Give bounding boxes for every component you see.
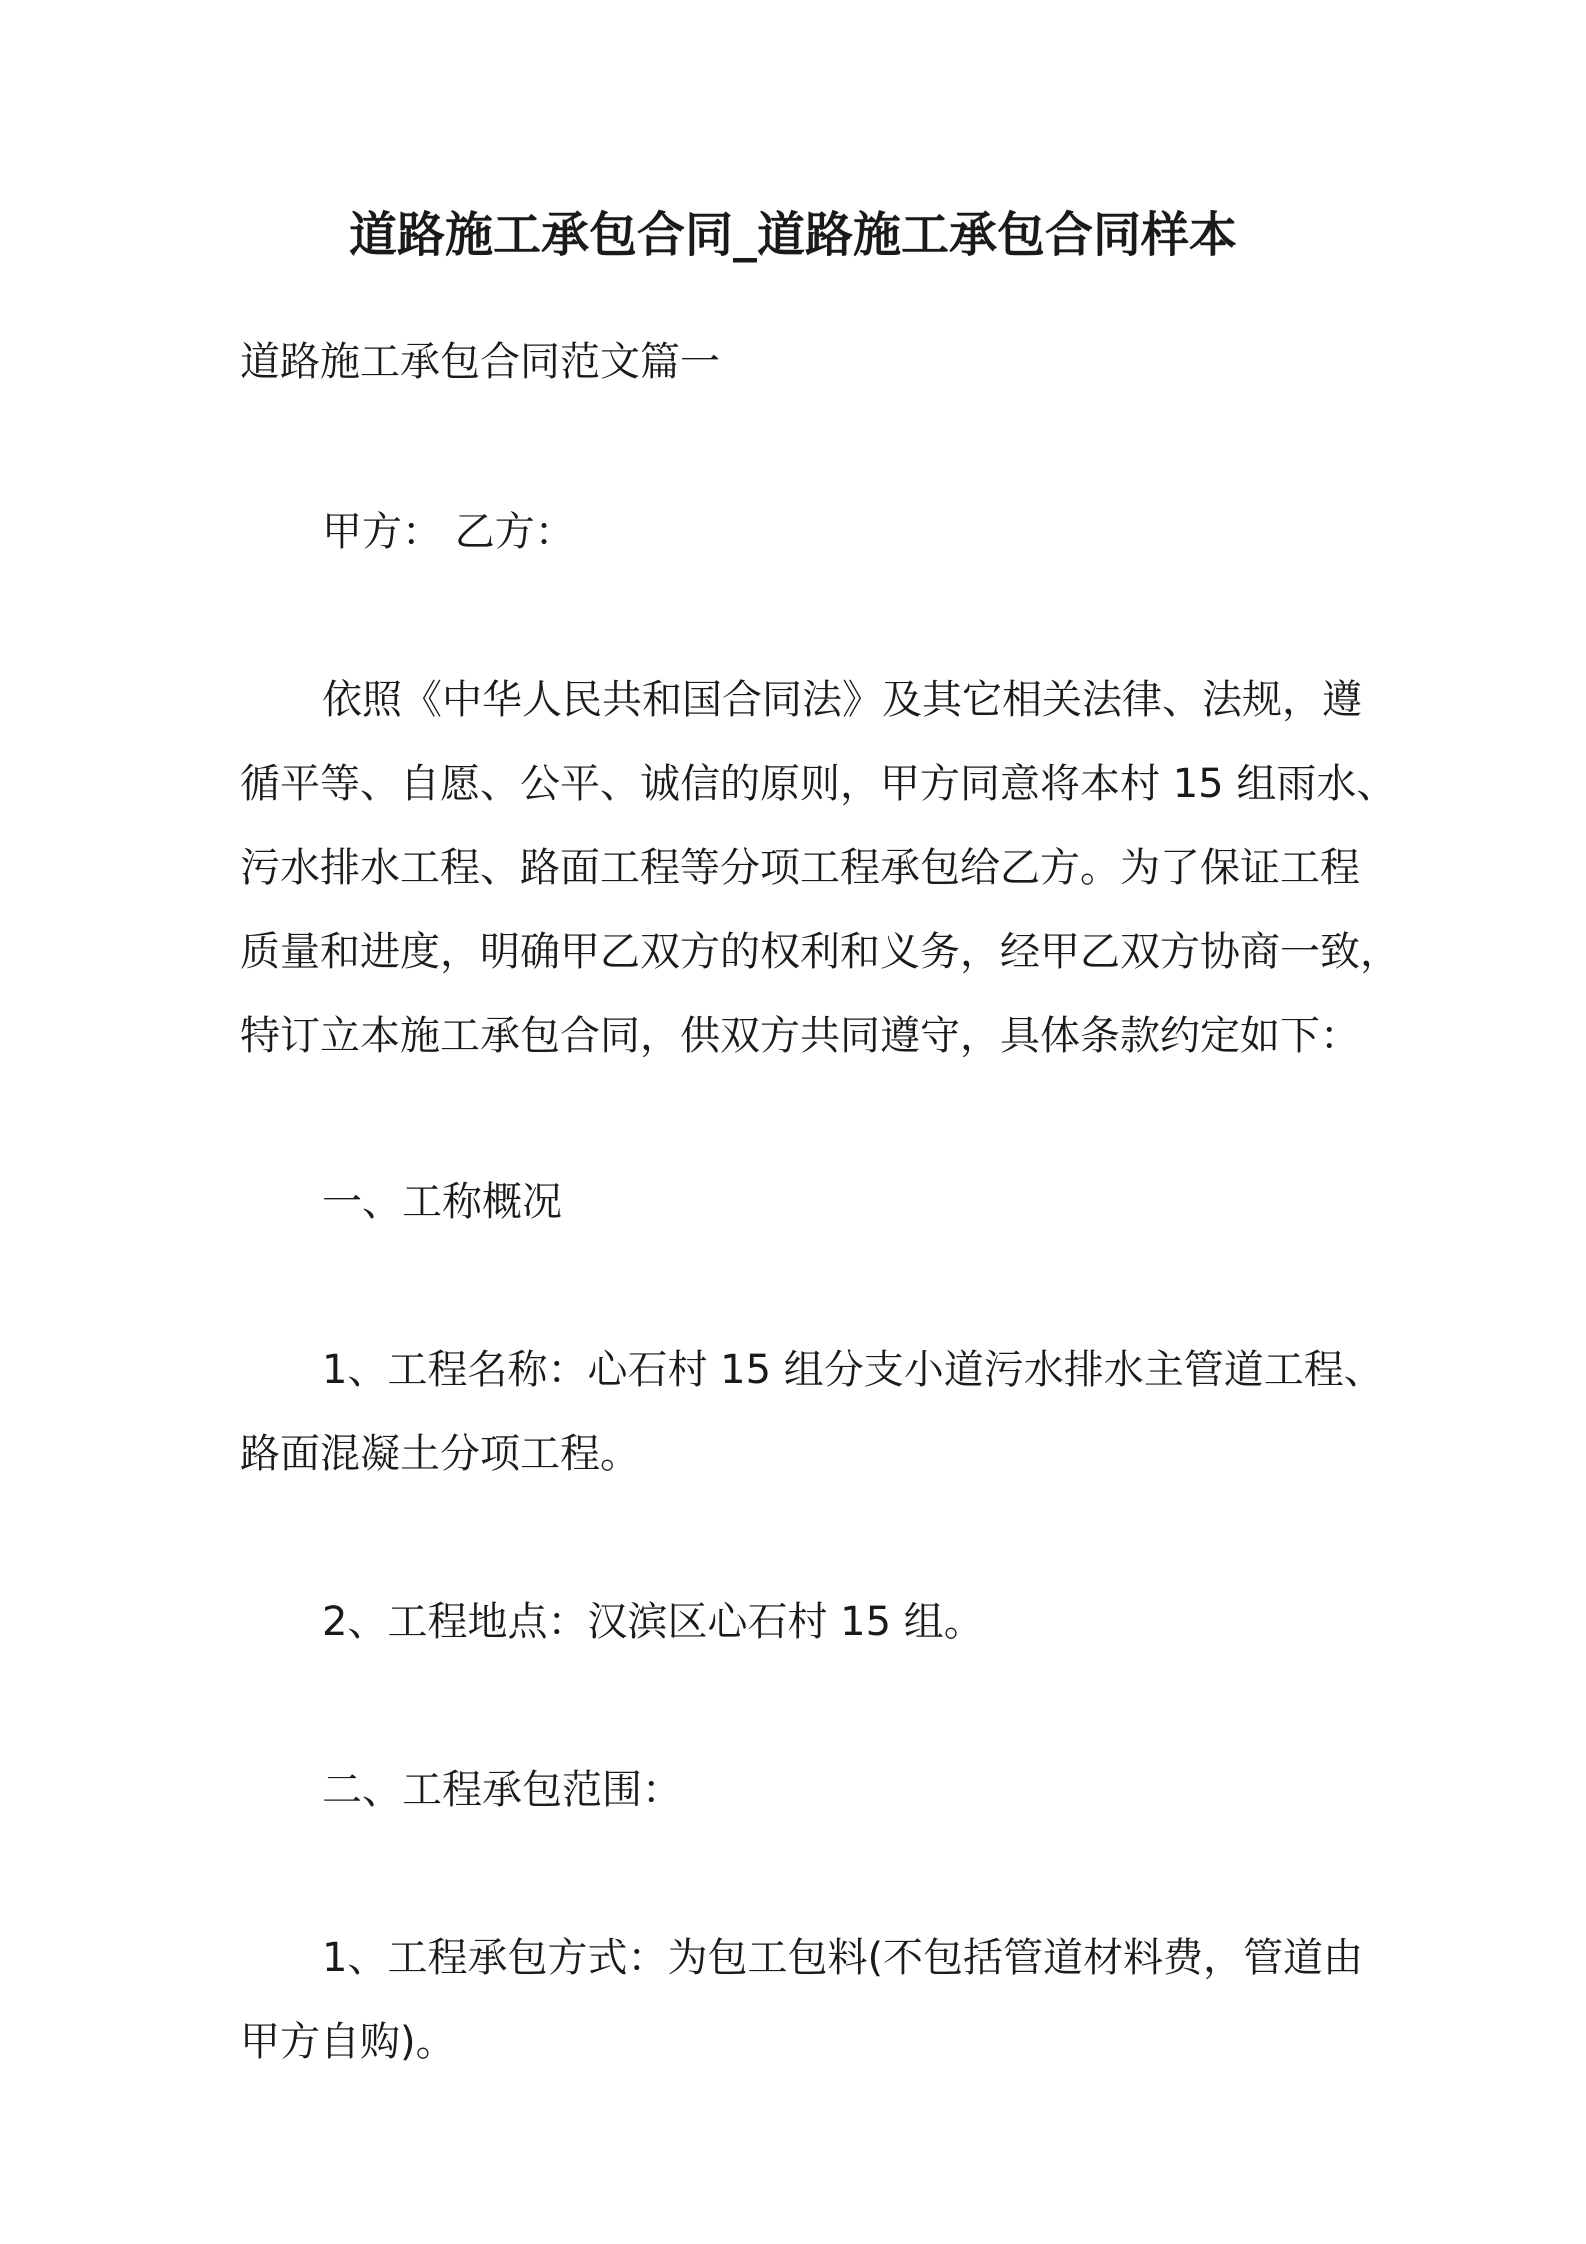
clause-line: 1、工程名称：心石村 15 组分支小道污水排水主管道工程、: [322, 1347, 1384, 1393]
section-heading: 一、工称概况: [322, 1179, 562, 1225]
intro-line: 依照《中华人民共和国合同法》及其它相关法律、法规，遵: [322, 677, 1362, 723]
clause-line: 路面混凝土分项工程。: [240, 1431, 640, 1477]
clause-line: 2、工程地点：汉滨区心石村 15 组。: [322, 1599, 984, 1645]
clause-line: 1、工程承包方式：为包工包料(不包括管道材料费，管道由: [322, 1935, 1364, 1981]
intro-line: 质量和进度，明确甲乙双方的权利和义务，经甲乙双方协商一致，: [240, 929, 1400, 975]
intro-line: 特订立本施工承包合同，供双方共同遵守，具体条款约定如下：: [240, 1013, 1360, 1059]
clause-line: 甲方自购)。: [240, 2019, 456, 2065]
document-subtitle: 道路施工承包合同范文篇一: [240, 339, 720, 385]
section-heading: 二、工程承包范围：: [322, 1767, 682, 1813]
document-title: 道路施工承包合同_道路施工承包合同样本: [348, 207, 1237, 263]
intro-line: 污水排水工程、路面工程等分项工程承包给乙方。为了保证工程: [240, 845, 1360, 891]
intro-line: 循平等、自愿、公平、诚信的原则，甲方同意将本村 15 组雨水、: [240, 761, 1397, 807]
parties-line: 甲方： 乙方：: [322, 509, 575, 555]
